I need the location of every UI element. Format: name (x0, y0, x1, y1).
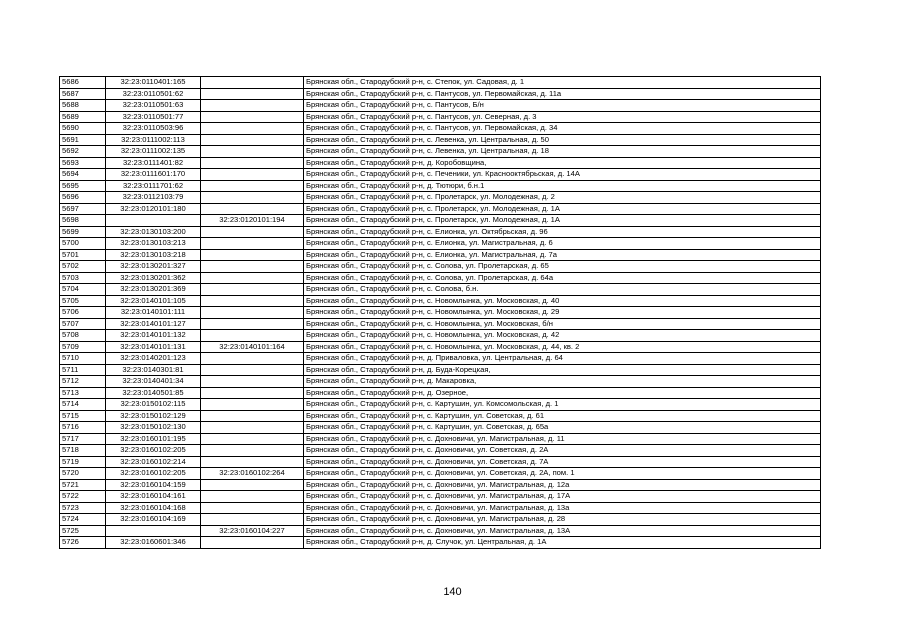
cadastral-number-cell: 32:23:0160104:168 (106, 502, 201, 514)
table-row (60, 318, 821, 330)
cadastral-number-cell: 32:23:0120101:180 (106, 203, 201, 215)
address-cell: Брянская обл., Стародубский р-н, с. Дохновичи, ул. Магистральная, д. 13А (304, 525, 821, 537)
row-number-cell: 5688 (60, 100, 106, 112)
row-number-cell: 5702 (60, 261, 106, 273)
cadastral-number-cell (106, 215, 201, 227)
row-number-cell: 5706 (60, 307, 106, 319)
related-cadastral-number-cell (201, 491, 304, 503)
table-row (60, 433, 821, 445)
table-row (60, 192, 821, 204)
cadastral-number-cell: 32:23:0140101:127 (106, 318, 201, 330)
address-cell: Брянская обл., Стародубский р-н, д. Тютюри, б.н.1 (304, 180, 821, 192)
related-cadastral-number-cell (201, 479, 304, 491)
table-row (60, 399, 821, 411)
table-row (60, 123, 821, 135)
cadastral-number-cell: 32:23:0130201:369 (106, 284, 201, 296)
registry-table (59, 76, 821, 549)
table-row (60, 100, 821, 112)
address-cell: Брянская обл., Стародубский р-н, с. Пролетарск, ул. Молодежная, д. 1А (304, 215, 821, 227)
related-cadastral-number-cell (201, 353, 304, 365)
row-number-cell: 5717 (60, 433, 106, 445)
related-cadastral-number-cell (201, 537, 304, 549)
related-cadastral-number-cell (201, 456, 304, 468)
row-number-cell: 5698 (60, 215, 106, 227)
cadastral-number-cell: 32:23:0111002:113 (106, 134, 201, 146)
related-cadastral-number-cell (201, 100, 304, 112)
table-row (60, 353, 821, 365)
related-cadastral-number-cell (201, 226, 304, 238)
table-row (60, 445, 821, 457)
related-cadastral-number-cell (201, 203, 304, 215)
cadastral-number-cell: 32:23:0130201:362 (106, 272, 201, 284)
related-cadastral-number-cell: 32:23:0120101:194 (201, 215, 304, 227)
address-cell: Брянская обл., Стародубский р-н, с. Пантусов, ул. Северная, д. 3 (304, 111, 821, 123)
related-cadastral-number-cell (201, 123, 304, 135)
table-row (60, 295, 821, 307)
related-cadastral-number-cell: 32:23:0160104:227 (201, 525, 304, 537)
address-cell: Брянская обл., Стародубский р-н, с. Дохновичи, ул. Магистральная, д. 11 (304, 433, 821, 445)
related-cadastral-number-cell (201, 77, 304, 89)
cadastral-number-cell: 32:23:0140501:85 (106, 387, 201, 399)
row-number-cell: 5692 (60, 146, 106, 158)
cadastral-number-cell: 32:23:0110503:96 (106, 123, 201, 135)
table-row (60, 284, 821, 296)
address-cell: Брянская обл., Стародубский р-н, д. Приваловка, ул. Центральная, д. 64 (304, 353, 821, 365)
registry-table-body (60, 77, 821, 549)
table-row (60, 479, 821, 491)
table-row (60, 468, 821, 480)
address-cell: Брянская обл., Стародубский р-н, с. Новомлынка, ул. Московская, б/н (304, 318, 821, 330)
address-cell: Брянская обл., Стародубский р-н, с. Елионка, ул. Магистральная, д. 7а (304, 249, 821, 261)
cadastral-number-cell: 32:23:0110501:62 (106, 88, 201, 100)
address-cell: Брянская обл., Стародубский р-н, с. Картушин, ул. Советская, д. 65а (304, 422, 821, 434)
related-cadastral-number-cell (201, 192, 304, 204)
address-cell: Брянская обл., Стародубский р-н, с. Дохновичи, ул. Советская, д. 2А, пом. 1 (304, 468, 821, 480)
related-cadastral-number-cell (201, 238, 304, 250)
cadastral-number-cell: 32:23:0150102:129 (106, 410, 201, 422)
table-row (60, 238, 821, 250)
related-cadastral-number-cell (201, 318, 304, 330)
row-number-cell: 5711 (60, 364, 106, 376)
address-cell: Брянская обл., Стародубский р-н, с. Дохновичи, ул. Магистральная, д. 17А (304, 491, 821, 503)
row-number-cell: 5723 (60, 502, 106, 514)
cadastral-number-cell: 32:23:0160102:205 (106, 468, 201, 480)
row-number-cell: 5696 (60, 192, 106, 204)
related-cadastral-number-cell (201, 261, 304, 273)
row-number-cell: 5694 (60, 169, 106, 181)
cadastral-number-cell: 32:23:0110401:165 (106, 77, 201, 89)
table-row (60, 215, 821, 227)
address-cell: Брянская обл., Стародубский р-н, с. Левенка, ул. Центральная, д. 18 (304, 146, 821, 158)
address-cell: Брянская обл., Стародубский р-н, с. Дохновичи, ул. Советская, д. 7А (304, 456, 821, 468)
cadastral-number-cell: 32:23:0140401:34 (106, 376, 201, 388)
table-row (60, 525, 821, 537)
cadastral-number-cell: 32:23:0160101:195 (106, 433, 201, 445)
row-number-cell: 5716 (60, 422, 106, 434)
row-number-cell: 5703 (60, 272, 106, 284)
table-row (60, 88, 821, 100)
row-number-cell: 5726 (60, 537, 106, 549)
address-cell: Брянская обл., Стародубский р-н, с. Елионка, ул. Магистральная, д. 6 (304, 238, 821, 250)
cadastral-number-cell: 32:23:0150102:115 (106, 399, 201, 411)
cadastral-number-cell: 32:23:0130103:213 (106, 238, 201, 250)
row-number-cell: 5710 (60, 353, 106, 365)
cadastral-number-cell: 32:23:0160104:159 (106, 479, 201, 491)
cadastral-number-cell: 32:23:0111701:62 (106, 180, 201, 192)
row-number-cell: 5713 (60, 387, 106, 399)
related-cadastral-number-cell (201, 180, 304, 192)
cadastral-number-cell (106, 525, 201, 537)
row-number-cell: 5725 (60, 525, 106, 537)
cadastral-number-cell: 32:23:0130103:218 (106, 249, 201, 261)
address-cell: Брянская обл., Стародубский р-н, с. Дохновичи, ул. Магистральная, д. 12а (304, 479, 821, 491)
related-cadastral-number-cell (201, 433, 304, 445)
table-row (60, 330, 821, 342)
related-cadastral-number-cell (201, 502, 304, 514)
table-row (60, 387, 821, 399)
table-row (60, 203, 821, 215)
related-cadastral-number-cell (201, 295, 304, 307)
related-cadastral-number-cell (201, 307, 304, 319)
related-cadastral-number-cell (201, 88, 304, 100)
address-cell: Брянская обл., Стародубский р-н, с. Солова, ул. Пролетарская, д. 64а (304, 272, 821, 284)
address-cell: Брянская обл., Стародубский р-н, с. Солова, ул. Пролетарская, д. 65 (304, 261, 821, 273)
address-cell: Брянская обл., Стародубский р-н, с. Солова, б.н. (304, 284, 821, 296)
cadastral-number-cell: 32:23:0112103:79 (106, 192, 201, 204)
row-number-cell: 5712 (60, 376, 106, 388)
address-cell: Брянская обл., Стародубский р-н, с. Дохновичи, ул. Советская, д. 2А (304, 445, 821, 457)
table-row (60, 134, 821, 146)
related-cadastral-number-cell (201, 111, 304, 123)
row-number-cell: 5697 (60, 203, 106, 215)
address-cell: Брянская обл., Стародубский р-н, д. Случок, ул. Центральная, д. 1А (304, 537, 821, 549)
table-row (60, 307, 821, 319)
table-row (60, 272, 821, 284)
related-cadastral-number-cell (201, 376, 304, 388)
table-row (60, 226, 821, 238)
row-number-cell: 5704 (60, 284, 106, 296)
row-number-cell: 5701 (60, 249, 106, 261)
cadastral-number-cell: 32:23:0140101:111 (106, 307, 201, 319)
cadastral-number-cell: 32:23:0110501:63 (106, 100, 201, 112)
related-cadastral-number-cell: 32:23:0140101:164 (201, 341, 304, 353)
address-cell: Брянская обл., Стародубский р-н, с. Дохновичи, ул. Магистральная, д. 13а (304, 502, 821, 514)
cadastral-number-cell: 32:23:0130103:200 (106, 226, 201, 238)
row-number-cell: 5720 (60, 468, 106, 480)
related-cadastral-number-cell (201, 387, 304, 399)
cadastral-number-cell: 32:23:0160104:169 (106, 514, 201, 526)
row-number-cell: 5693 (60, 157, 106, 169)
address-cell: Брянская обл., Стародубский р-н, с. Новомлынка, ул. Московская, д. 44, кв. 2 (304, 341, 821, 353)
related-cadastral-number-cell (201, 422, 304, 434)
row-number-cell: 5700 (60, 238, 106, 250)
address-cell: Брянская обл., Стародубский р-н, д. Озерное, (304, 387, 821, 399)
row-number-cell: 5715 (60, 410, 106, 422)
page-number: 140 (443, 586, 462, 598)
cadastral-number-cell: 32:23:0140301:81 (106, 364, 201, 376)
table-row (60, 456, 821, 468)
table-row (60, 341, 821, 353)
table-row (60, 376, 821, 388)
row-number-cell: 5714 (60, 399, 106, 411)
table-row (60, 491, 821, 503)
cadastral-number-cell: 32:23:0140101:132 (106, 330, 201, 342)
row-number-cell: 5708 (60, 330, 106, 342)
cadastral-number-cell: 32:23:0130201:327 (106, 261, 201, 273)
table-row (60, 111, 821, 123)
table-row (60, 514, 821, 526)
address-cell: Брянская обл., Стародубский р-н, с. Пролетарск, ул. Молодежная, д. 1А (304, 203, 821, 215)
related-cadastral-number-cell: 32:23:0160102:264 (201, 468, 304, 480)
related-cadastral-number-cell (201, 330, 304, 342)
address-cell: Брянская обл., Стародубский р-н, д. Коробовщина, (304, 157, 821, 169)
cadastral-number-cell: 32:23:0111002:135 (106, 146, 201, 158)
address-cell: Брянская обл., Стародубский р-н, с. Картушин, ул. Комсомольская, д. 1 (304, 399, 821, 411)
address-cell: Брянская обл., Стародубский р-н, с. Елионка, ул. Октябрьская, д. 96 (304, 226, 821, 238)
table-row (60, 502, 821, 514)
related-cadastral-number-cell (201, 169, 304, 181)
related-cadastral-number-cell (201, 272, 304, 284)
related-cadastral-number-cell (201, 399, 304, 411)
address-cell: Брянская обл., Стародубский р-н, с. Новомлынка, ул. Московская, д. 40 (304, 295, 821, 307)
cadastral-number-cell: 32:23:0150102:130 (106, 422, 201, 434)
row-number-cell: 5689 (60, 111, 106, 123)
table-row (60, 180, 821, 192)
table-row (60, 77, 821, 89)
address-cell: Брянская обл., Стародубский р-н, с. Степок, ул. Садовая, д. 1 (304, 77, 821, 89)
table-row (60, 169, 821, 181)
related-cadastral-number-cell (201, 514, 304, 526)
related-cadastral-number-cell (201, 134, 304, 146)
address-cell: Брянская обл., Стародубский р-н, д. Буда-Корецкая, (304, 364, 821, 376)
row-number-cell: 5719 (60, 456, 106, 468)
related-cadastral-number-cell (201, 284, 304, 296)
address-cell: Брянская обл., Стародубский р-н, с. Пантусов, ул. Первомайская, д. 34 (304, 123, 821, 135)
table-row (60, 146, 821, 158)
cadastral-number-cell: 32:23:0140101:131 (106, 341, 201, 353)
row-number-cell: 5724 (60, 514, 106, 526)
related-cadastral-number-cell (201, 249, 304, 261)
table-row (60, 157, 821, 169)
cadastral-number-cell: 32:23:0160601:346 (106, 537, 201, 549)
related-cadastral-number-cell (201, 410, 304, 422)
row-number-cell: 5705 (60, 295, 106, 307)
row-number-cell: 5722 (60, 491, 106, 503)
cadastral-number-cell: 32:23:0110501:77 (106, 111, 201, 123)
cadastral-number-cell: 32:23:0111401:82 (106, 157, 201, 169)
address-cell: Брянская обл., Стародубский р-н, с. Печеники, ул. Краснооктябрьская, д. 14А (304, 169, 821, 181)
cadastral-number-cell: 32:23:0160102:205 (106, 445, 201, 457)
cadastral-number-cell: 32:23:0111601:170 (106, 169, 201, 181)
cadastral-number-cell: 32:23:0140201:123 (106, 353, 201, 365)
address-cell: Брянская обл., Стародубский р-н, с. Картушин, ул. Советская, д. 61 (304, 410, 821, 422)
address-cell: Брянская обл., Стародубский р-н, с. Пантусов, ул. Первомайская, д. 11а (304, 88, 821, 100)
cadastral-number-cell: 32:23:0160104:161 (106, 491, 201, 503)
table-row (60, 261, 821, 273)
address-cell: Брянская обл., Стародубский р-н, с. Пантусов, Б/н (304, 100, 821, 112)
address-cell: Брянская обл., Стародубский р-н, с. Новомлынка, ул. Московская, д. 29 (304, 307, 821, 319)
row-number-cell: 5691 (60, 134, 106, 146)
row-number-cell: 5690 (60, 123, 106, 135)
row-number-cell: 5718 (60, 445, 106, 457)
table-row (60, 364, 821, 376)
address-cell: Брянская обл., Стародубский р-н, д. Макаровка, (304, 376, 821, 388)
address-cell: Брянская обл., Стародубский р-н, с. Новомлынка, ул. Московская, д. 42 (304, 330, 821, 342)
table-row (60, 249, 821, 261)
cadastral-number-cell: 32:23:0140101:105 (106, 295, 201, 307)
address-cell: Брянская обл., Стародубский р-н, с. Левенка, ул. Центральная, д. 50 (304, 134, 821, 146)
related-cadastral-number-cell (201, 364, 304, 376)
row-number-cell: 5687 (60, 88, 106, 100)
table-row (60, 422, 821, 434)
related-cadastral-number-cell (201, 445, 304, 457)
row-number-cell: 5699 (60, 226, 106, 238)
table-row (60, 537, 821, 549)
row-number-cell: 5707 (60, 318, 106, 330)
row-number-cell: 5709 (60, 341, 106, 353)
table-row (60, 410, 821, 422)
related-cadastral-number-cell (201, 146, 304, 158)
related-cadastral-number-cell (201, 157, 304, 169)
cadastral-number-cell: 32:23:0160102:214 (106, 456, 201, 468)
row-number-cell: 5686 (60, 77, 106, 89)
row-number-cell: 5695 (60, 180, 106, 192)
address-cell: Брянская обл., Стародубский р-н, с. Дохновичи, ул. Магистральная, д. 28 (304, 514, 821, 526)
address-cell: Брянская обл., Стародубский р-н, с. Пролетарск, ул. Молодежная, д. 2 (304, 192, 821, 204)
row-number-cell: 5721 (60, 479, 106, 491)
